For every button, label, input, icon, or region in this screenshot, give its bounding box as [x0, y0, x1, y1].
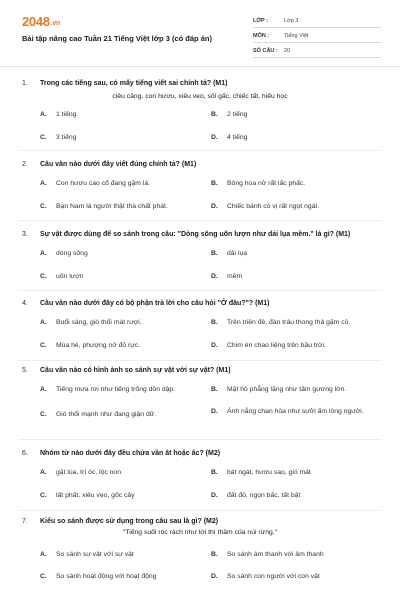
option-text: bát ngát, hươu sao, gió mát — [227, 469, 311, 476]
option-letter: D. — [211, 203, 218, 210]
option-c[interactable] — [40, 573, 156, 580]
option-letter: B. — [211, 250, 218, 257]
option-letter: B. — [211, 551, 218, 558]
option-c[interactable] — [40, 203, 168, 210]
option-a[interactable] — [40, 319, 142, 326]
option-letter: B. — [211, 319, 218, 326]
question-prompt: ciêu căng, con hươu, xiêu vẹo, sôi gấc, chiếc tất, hiếu học — [112, 93, 288, 100]
option-c[interactable] — [40, 273, 84, 280]
option-text: So sánh âm thanh với âm thanh — [227, 551, 324, 558]
option-d[interactable] — [211, 573, 320, 580]
option-text: Tiếng mưa rơi như tiếng trống dồn dập. — [56, 386, 176, 393]
meta-row-count — [253, 44, 381, 58]
meta-value: 20 — [284, 47, 291, 54]
question-number: 3. — [22, 231, 28, 238]
question-text: Trong các tiếng sau, có mấy tiếng viết sai chính tả? (M1) — [40, 80, 228, 87]
option-letter: C. — [40, 573, 47, 580]
option-text: Mặt hồ phẳng lặng như tấm gương lớn. — [227, 386, 347, 393]
option-a[interactable] — [40, 386, 175, 393]
question-number: 4. — [22, 300, 28, 307]
question-text: Sự vật được dùng để so sánh trong câu: "Dòng sông uốn lượn như dải lụa mềm." là gì? (M1) — [40, 231, 351, 238]
option-text: So sánh sự vật với sự vật — [56, 551, 134, 558]
option-letter: A. — [40, 111, 47, 118]
option-letter: B. — [211, 386, 218, 393]
meta-row-subject — [253, 29, 381, 43]
option-d[interactable] — [211, 406, 371, 417]
option-text: Buổi sáng, gió thổi mát rượi. — [56, 319, 142, 326]
option-d[interactable] — [211, 273, 242, 280]
option-text: Bông hoa nở rất lấc phấc. — [227, 180, 306, 187]
option-text: gật lúa, trí óc, lộc non — [56, 469, 121, 476]
option-letter: A. — [40, 551, 47, 558]
question-number: 6. — [22, 450, 28, 457]
option-letter: D. — [211, 573, 218, 580]
meta-value: Lớp 3 — [284, 17, 299, 24]
option-b[interactable] — [211, 319, 350, 326]
option-text: Gió thổi mạnh như đang giận dữ. — [56, 411, 157, 418]
option-text: Trên triền đê, đàn trâu thong thả gặm cỏ. — [227, 319, 351, 326]
option-d[interactable] — [211, 134, 247, 141]
question-separator — [18, 150, 382, 151]
option-text: dòng sông — [56, 250, 88, 257]
option-letter: A. — [40, 180, 47, 187]
question-text: Câu văn nào có hình ảnh so sánh sự vật với sự vật? (M1) — [40, 367, 231, 374]
question-text: Câu văn nào dưới đây có bộ phận trả lời cho câu hỏi "Ở đâu?"? (M1) — [40, 300, 270, 307]
option-letter: D. — [211, 492, 218, 499]
option-letter: D. — [211, 134, 218, 141]
option-letter: B. — [211, 180, 218, 187]
page-header — [0, 0, 400, 66]
question-separator — [18, 290, 382, 291]
option-b[interactable] — [211, 111, 247, 118]
option-letter: B. — [211, 111, 218, 118]
option-letter: B. — [211, 469, 218, 476]
page-title: Bài tập nâng cao Tuần 21 Tiếng Việt lớp 3 (có đáp án) — [22, 34, 212, 43]
option-text: Chiếc bánh có vị rất ngọt ngát. — [227, 203, 320, 210]
option-letter: C. — [40, 342, 47, 349]
option-text: Con hươu cao cổ đang gặm lá. — [56, 180, 151, 187]
question-text: Kiểu so sánh được sử dụng trong câu sau là gì? (M2) — [40, 518, 219, 525]
option-letter: C. — [40, 273, 47, 280]
option-a[interactable] — [40, 469, 121, 476]
option-letter: C. — [40, 134, 47, 141]
option-letter: D. — [211, 342, 218, 349]
question-number: 1. — [22, 80, 28, 87]
logo-main: 2048 — [22, 14, 50, 29]
option-c[interactable] — [40, 492, 135, 499]
option-b[interactable] — [211, 386, 346, 393]
option-text: So sánh con người với con vật — [227, 573, 320, 580]
question-separator — [18, 220, 382, 221]
option-d[interactable] — [211, 492, 300, 499]
option-letter: D. — [211, 408, 218, 415]
meta-row-class — [253, 14, 381, 28]
option-c[interactable] — [40, 134, 76, 141]
option-letter: C. — [40, 203, 47, 210]
option-d[interactable] — [211, 203, 319, 210]
option-text: lất phất, xiêu vẹo, gốc cây — [56, 492, 135, 499]
meta-label: SỐ CÂU : — [253, 47, 278, 54]
question-text: Câu văn nào dưới đây viết đúng chính tả? (M1) — [40, 161, 197, 168]
option-text: So sánh hoạt động với hoạt động — [56, 573, 157, 580]
question-prompt: "Tiếng suối róc rách như lời thì thầm của núi rừng." — [122, 529, 278, 536]
option-c[interactable] — [40, 342, 140, 349]
option-letter: C. — [40, 492, 47, 499]
meta-info — [253, 14, 381, 59]
option-b[interactable] — [211, 551, 324, 558]
option-text: 1 tiếng — [56, 111, 77, 118]
question-separator — [18, 439, 382, 440]
option-a[interactable] — [40, 551, 134, 558]
option-text: 4 tiếng — [227, 134, 248, 141]
option-b[interactable] — [211, 250, 247, 257]
option-text: uốn lượn — [56, 273, 84, 280]
option-letter: A. — [40, 386, 47, 393]
option-letter: C. — [40, 411, 47, 418]
question-text: Nhóm từ nào dưới đây đều chứa vần ât hoặc âc? (M2) — [40, 450, 221, 457]
option-text: Ánh nắng chan hòa như sưởi ấm lòng người. — [227, 408, 364, 415]
option-d[interactable] — [211, 342, 326, 349]
option-text: Chim én chao liệng trên bầu trời. — [227, 342, 326, 349]
question-number: 2. — [22, 161, 28, 168]
option-a[interactable] — [40, 250, 88, 257]
option-text: Bạn Nam là người thật thà chất phát. — [56, 203, 168, 210]
option-text: Mùa hè, phượng nở đỏ rực. — [56, 342, 141, 349]
option-text: mềm — [227, 273, 243, 280]
option-letter: A. — [40, 469, 47, 476]
question-number: 5. — [22, 367, 28, 374]
logo-suffix: .vn — [50, 20, 60, 27]
option-text: 2 tiếng — [227, 111, 248, 118]
option-a[interactable] — [40, 180, 150, 187]
option-b[interactable] — [211, 180, 305, 187]
meta-label: LỚP : — [253, 17, 268, 24]
option-text: đất đỏ, ngọn bấc, tất bật — [227, 492, 301, 499]
question-number: 7. — [22, 518, 28, 525]
option-letter: A. — [40, 250, 47, 257]
option-c[interactable] — [40, 411, 156, 418]
option-text: 3 tiếng — [56, 134, 77, 141]
question-separator — [18, 360, 382, 361]
site-logo[interactable] — [22, 14, 60, 29]
option-letter: A. — [40, 319, 47, 326]
header-divider — [0, 66, 400, 67]
option-text: dải lụa — [227, 250, 248, 257]
question-separator — [18, 510, 382, 511]
option-b[interactable] — [211, 469, 311, 476]
option-letter: D. — [211, 273, 218, 280]
meta-value: Tiếng Việt — [284, 32, 309, 39]
meta-label: MÔN : — [253, 32, 270, 39]
option-a[interactable] — [40, 111, 76, 118]
